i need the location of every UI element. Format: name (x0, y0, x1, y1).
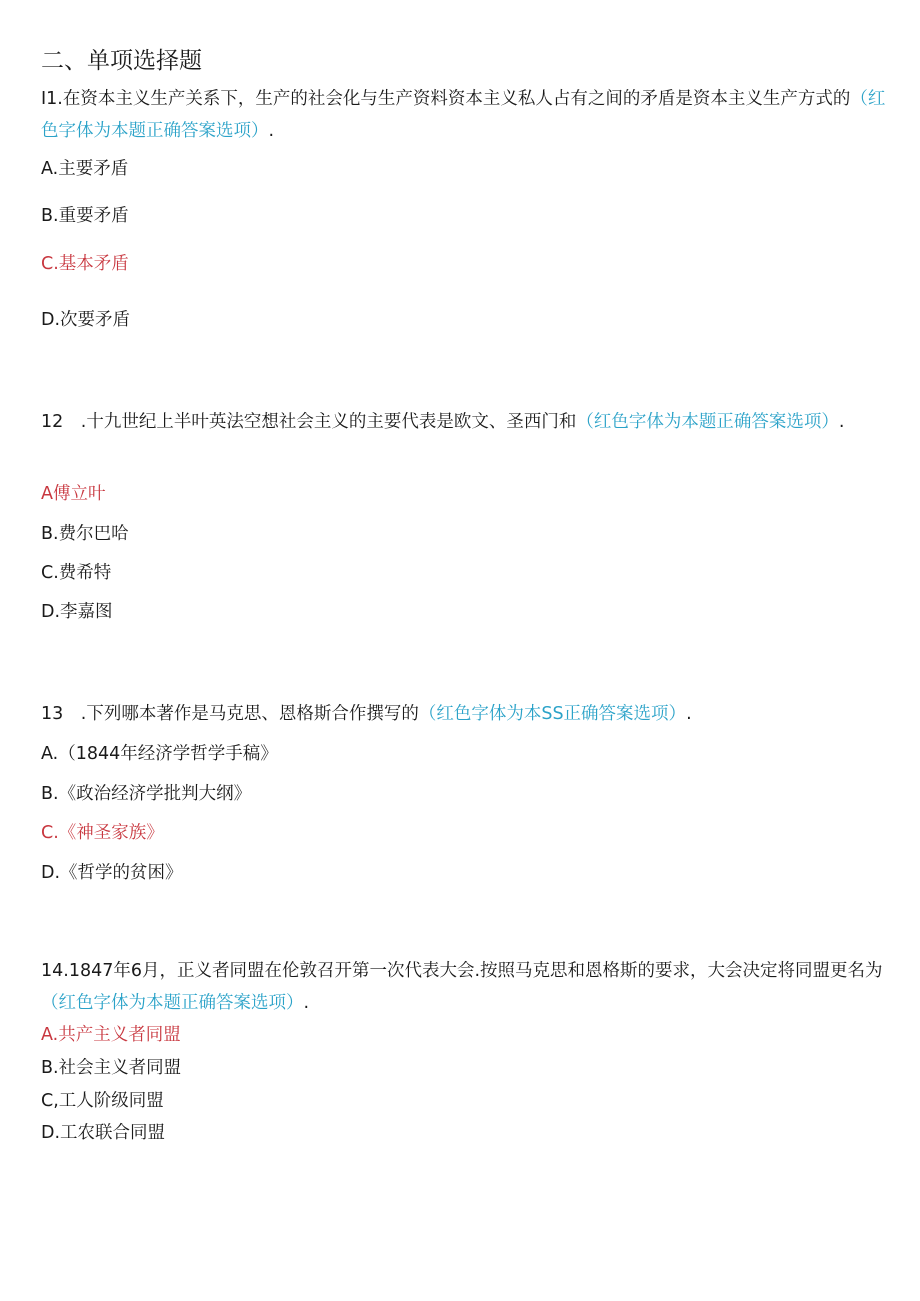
question-12-option-c: C.费希特 (41, 563, 112, 583)
question-12-option-a: A傅立叶 (41, 484, 106, 504)
question-11-option-d: D.次要矛盾 (41, 310, 131, 330)
question-tail: . (303, 993, 310, 1013)
answer-hint: （红色字体为本SS正确答案选项） (418, 704, 687, 724)
question-11-text (41, 83, 886, 147)
question-13-option-c: C.《神圣家族》 (41, 823, 164, 843)
question-13-option-d: D.《哲学的贫困》 (41, 863, 183, 883)
question-11-option-c: C.基本矛盾 (41, 254, 129, 274)
question-tail: . (838, 412, 845, 432)
question-13-option-b: B.《政治经济学批判大纲》 (41, 784, 252, 804)
question-14-option-a: A.共产主义者同盟 (41, 1025, 181, 1045)
answer-hint: （红色字体为本题正确答案选项） (41, 89, 886, 141)
question-12-option-b: B.费尔巴哈 (41, 524, 129, 544)
answer-hint: （红色字体为本题正确答案选项） (41, 993, 304, 1013)
question-12-text (41, 406, 851, 438)
question-13-text (41, 698, 886, 730)
question-14-option-d: D.工农联合同盟 (41, 1123, 166, 1143)
question-stem: 14.1847年6月，正义者同盟在伦敦召开第一次代表大会.按照马克思和恩格斯的要求，大会决定将同盟更名为 (41, 961, 883, 981)
question-tail: . (686, 704, 692, 724)
answer-hint: （红色字体为本题正确答案选项） (576, 412, 839, 432)
question-12-option-d: D.李嘉图 (41, 602, 113, 622)
question-14-text (41, 955, 886, 1019)
question-stem: I1.在资本主义生产关系下，生产的社会化与生产资料资本主义私人占有之间的矛盾是资本主义生产方式的 (41, 89, 851, 109)
question-stem: 12 .十九世纪上半叶英法空想社会主义的主要代表是欧文、圣西门和 (41, 412, 577, 432)
question-11-option-b: B.重要矛盾 (41, 206, 129, 226)
question-13-option-a: A.（1844年经济学哲学手稿》 (41, 744, 278, 764)
section-title: 二、单项选择题 (41, 48, 202, 74)
question-tail: . (268, 121, 275, 141)
question-14-option-b: B.社会主义者同盟 (41, 1058, 182, 1078)
question-11-option-a: A.主要矛盾 (41, 159, 129, 179)
question-stem: 13 .下列哪本著作是马克思、恩格斯合作撰写的 (41, 704, 419, 724)
question-14-option-c: C,工人阶级同盟 (41, 1091, 164, 1111)
